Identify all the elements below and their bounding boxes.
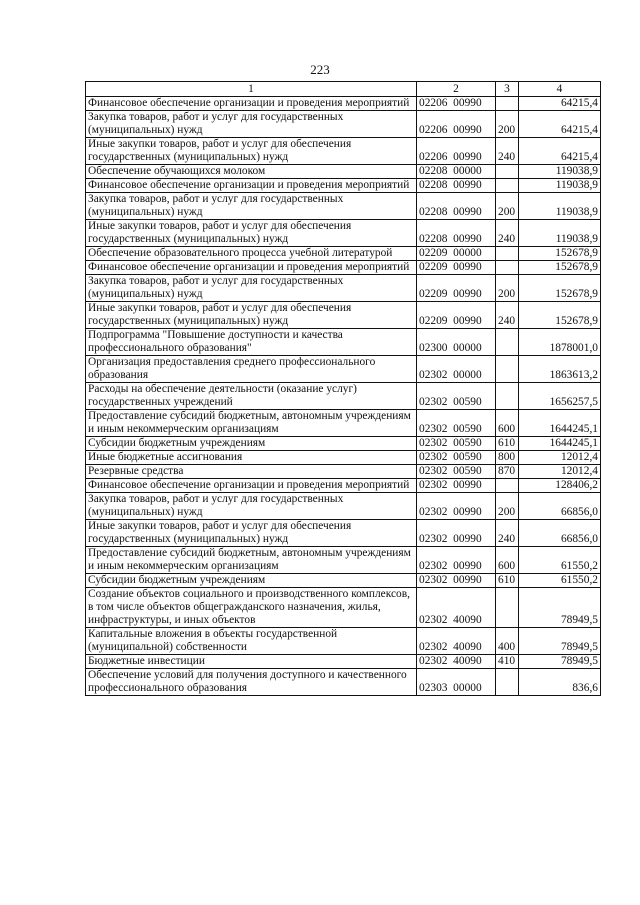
row-amount: 152678,9 [519,275,601,302]
row-vr: 200 [496,493,519,520]
row-amount: 61550,2 [519,547,601,574]
table-row [86,479,601,493]
table-row [86,193,601,220]
table-row [86,220,601,247]
row-name: Иные закупки товаров, работ и услуг для обеспечения государственных (муниципальных) нужд [86,138,417,165]
row-vr [496,261,519,275]
row-name: Закупка товаров, работ и услуг для государственных (муниципальных) нужд [86,493,417,520]
row-name: Расходы на обеспечение деятельности (оказание услуг) государственных учреждений [86,383,417,410]
row-code: 02302 40090 [417,628,496,655]
row-name: Обеспечение образовательного процесса учебной литературой [86,247,417,261]
row-name: Финансовое обеспечение организации и проведения мероприятий [86,479,417,493]
row-code: 02302 00590 [417,410,496,437]
row-name: Закупка товаров, работ и услуг для государственных (муниципальных) нужд [86,111,417,138]
row-name: Организация предоставления среднего профессионального образования [86,356,417,383]
table-row [86,111,601,138]
row-vr: 240 [496,220,519,247]
row-code: 02302 00990 [417,479,496,493]
row-amount: 1863613,2 [519,356,601,383]
row-vr: 240 [496,302,519,329]
table-row [86,247,601,261]
row-code: 02302 00590 [417,437,496,451]
row-name: Иные закупки товаров, работ и услуг для обеспечения государственных (муниципальных) нужд [86,220,417,247]
row-code: 02302 00990 [417,574,496,588]
row-vr: 800 [496,451,519,465]
row-amount: 119038,9 [519,220,601,247]
row-vr: 200 [496,111,519,138]
row-vr: 600 [496,410,519,437]
budget-table [85,81,601,696]
row-name: Субсидии бюджетным учреждениям [86,437,417,451]
row-amount: 1644245,1 [519,437,601,451]
row-vr [496,179,519,193]
row-vr [496,588,519,628]
table-row [86,138,601,165]
row-amount: 61550,2 [519,574,601,588]
row-vr: 200 [496,275,519,302]
table-row [86,410,601,437]
row-name: Иные закупки товаров, работ и услуг для обеспечения государственных (муниципальных) нужд [86,520,417,547]
table-row [86,493,601,520]
row-name: Капитальные вложения в объекты государственной (муниципальной) собственности [86,628,417,655]
row-vr [496,329,519,356]
table-row [86,383,601,410]
row-name: Подпрограмма "Повышение доступности и качества профессионального образования" [86,329,417,356]
row-name: Финансовое обеспечение организации и проведения мероприятий [86,179,417,193]
row-code: 02206 00990 [417,138,496,165]
row-amount: 128406,2 [519,479,601,493]
row-name: Закупка товаров, работ и услуг для государственных (муниципальных) нужд [86,275,417,302]
table-row [86,302,601,329]
table-row [86,261,601,275]
row-code: 02302 00990 [417,493,496,520]
row-amount: 1656257,5 [519,383,601,410]
row-code: 02209 00990 [417,275,496,302]
row-vr [496,383,519,410]
row-name: Создание объектов социального и производственного комплексов, в том числе объектов общегражданского назначения, жилья, инфраструктуры, и иных объектов [86,588,417,628]
row-amount: 119038,9 [519,165,601,179]
row-vr: 410 [496,655,519,669]
column-header-3: 3 [496,82,519,97]
row-code: 02209 00000 [417,247,496,261]
row-vr: 610 [496,437,519,451]
row-vr: 240 [496,520,519,547]
row-vr: 200 [496,193,519,220]
row-code: 02209 00990 [417,302,496,329]
row-amount: 119038,9 [519,179,601,193]
row-amount: 78949,5 [519,628,601,655]
row-name: Финансовое обеспечение организации и проведения мероприятий [86,261,417,275]
row-code: 02208 00990 [417,193,496,220]
row-amount: 78949,5 [519,655,601,669]
row-code: 02208 00990 [417,220,496,247]
column-header-1: 1 [86,82,417,97]
row-amount: 152678,9 [519,247,601,261]
row-name: Резервные средства [86,465,417,479]
row-vr: 600 [496,547,519,574]
row-name: Обеспечение условий для получения доступного и качественного профессионального образования [86,669,417,696]
page-number: 223 [310,62,330,77]
row-name: Иные закупки товаров, работ и услуг для обеспечения государственных (муниципальных) нужд [86,302,417,329]
row-vr [496,165,519,179]
table-row [86,97,601,111]
row-amount: 152678,9 [519,302,601,329]
row-amount: 1878001,0 [519,329,601,356]
row-code: 02206 00990 [417,111,496,138]
row-amount: 78949,5 [519,588,601,628]
row-name: Предоставление субсидий бюджетным, автономным учреждениям и иным некоммерческим организациям [86,410,417,437]
row-amount: 152678,9 [519,261,601,275]
row-code: 02302 00990 [417,520,496,547]
row-code: 02208 00000 [417,165,496,179]
table-row [86,451,601,465]
row-code: 02302 00000 [417,356,496,383]
table-row [86,520,601,547]
row-code: 02206 00990 [417,97,496,111]
row-name: Закупка товаров, работ и услуг для государственных (муниципальных) нужд [86,193,417,220]
row-vr: 610 [496,574,519,588]
row-name: Бюджетные инвестиции [86,655,417,669]
row-amount: 836,6 [519,669,601,696]
row-amount: 12012,4 [519,451,601,465]
table-row [86,165,601,179]
column-header-2: 2 [417,82,496,97]
row-amount: 64215,4 [519,97,601,111]
table-row [86,179,601,193]
row-vr [496,97,519,111]
row-vr [496,356,519,383]
row-name: Иные бюджетные ассигнования [86,451,417,465]
table-row [86,356,601,383]
table-row [86,275,601,302]
row-vr [496,479,519,493]
row-vr: 240 [496,138,519,165]
table-header-row [86,82,601,97]
row-name: Обеспечение обучающихся молоком [86,165,417,179]
row-code: 02208 00990 [417,179,496,193]
column-header-4: 4 [519,82,601,97]
row-amount: 66856,0 [519,520,601,547]
row-amount: 12012,4 [519,465,601,479]
row-amount: 1644245,1 [519,410,601,437]
row-name: Субсидии бюджетным учреждениям [86,574,417,588]
table-row [86,329,601,356]
row-code: 02302 00590 [417,451,496,465]
row-code: 02302 40090 [417,588,496,628]
row-code: 02302 00590 [417,465,496,479]
table-row [86,574,601,588]
row-name: Финансовое обеспечение организации и проведения мероприятий [86,97,417,111]
row-code: 02302 40090 [417,655,496,669]
row-name: Предоставление субсидий бюджетным, автономным учреждениям и иным некоммерческим организациям [86,547,417,574]
row-amount: 64215,4 [519,111,601,138]
row-code: 02302 00990 [417,547,496,574]
row-amount: 64215,4 [519,138,601,165]
table-row [86,437,601,451]
row-code: 02303 00000 [417,669,496,696]
table-row [86,547,601,574]
table-row [86,669,601,696]
row-vr [496,669,519,696]
row-code: 02302 00590 [417,383,496,410]
row-code: 02300 00000 [417,329,496,356]
row-code: 02209 00990 [417,261,496,275]
row-vr: 400 [496,628,519,655]
table-row [86,588,601,628]
row-amount: 66856,0 [519,493,601,520]
table-row [86,628,601,655]
table-row [86,465,601,479]
row-amount: 119038,9 [519,193,601,220]
row-vr [496,247,519,261]
table-row [86,655,601,669]
row-vr: 870 [496,465,519,479]
